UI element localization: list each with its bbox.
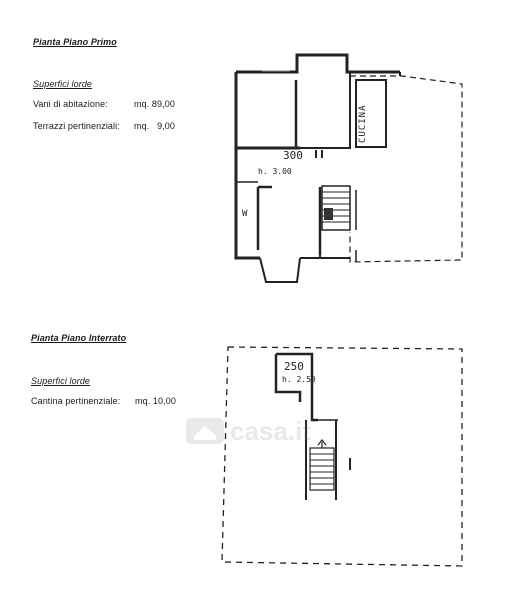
first-floor-height-label: h. 3.00 (258, 167, 292, 176)
kitchen-label: CUCINA (358, 104, 368, 143)
basement-row-value: mq. 10,00 (135, 396, 176, 406)
first-floor-row-label: Terrazzi pertinenziali: (33, 121, 120, 131)
wc-label: W (242, 209, 248, 219)
first-floor-dimension-label: 300 (283, 149, 303, 162)
first-floor-subtitle: Superfici lorde (33, 79, 93, 89)
basement-height-label: h. 2.50 (282, 375, 316, 384)
casa-logo-watermark (186, 416, 311, 446)
basement-plan (222, 347, 462, 566)
first-floor-row-value: mq. 9,00 (134, 121, 176, 131)
first-floor-title: Pianta Piano Primo (33, 37, 117, 47)
first-floor-row-label: Vani di abitazione: (33, 99, 108, 109)
basement-row-label: Cantina pertinenziale: (31, 396, 121, 406)
watermark-text: casa.it (230, 416, 311, 446)
basement-dimension-label: 250 (284, 360, 304, 373)
basement-subtitle: Superfici lorde (31, 376, 91, 386)
basement-title: Pianta Piano Interrato (31, 333, 127, 343)
first-floor-row-value: mq. 89,00 (134, 99, 175, 109)
